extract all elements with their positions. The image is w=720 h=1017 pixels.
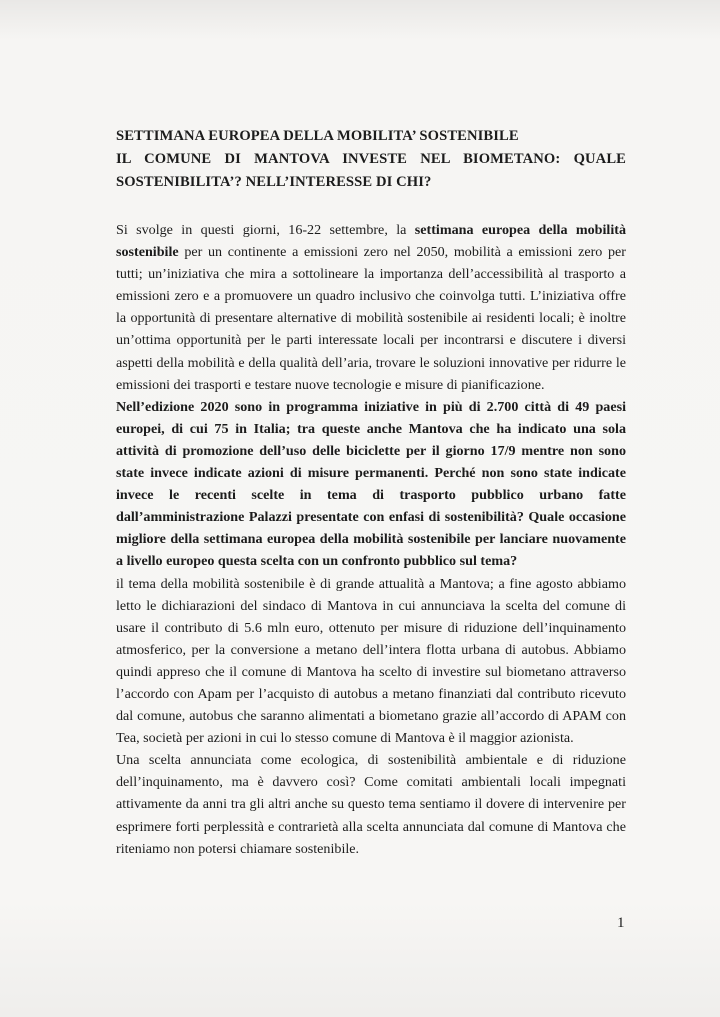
document-body xyxy=(116,219,626,860)
paragraph-intro-start: Si svolge in questi giorni, 16-22 settembre, la xyxy=(116,222,415,238)
title-line-1: SETTIMANA EUROPEA DELLA MOBILITA’ SOSTENIBILE xyxy=(116,128,519,144)
paragraph-intro-bold: settimana europea della mobilità sostenibile xyxy=(116,222,627,261)
paragraph-biometano: il tema della mobilità sostenibile è di grande attualità a Mantova; a fine agosto abbiamo letto le dichiarazioni del sindaco di Mantova in cui annunciava la scelta del comune di usare il contributo di 5.6 mln euro, ottenuto per misure di riduzione dell’inquinamento atmosferico, per la conversione a metano dell’intera flotta urbana di autobus. Abbiamo quindi appreso che il comune di Mantova ha scelto di investire sul biometano attraverso l’accordo con Apam per l’acquisto di autobus a metano finanziati dal contributo ricevuto dal comune, autobus che saranno alimentati a biometano grazie all’accordo di APAM con Tea, società per azioni in cui lo stesso comune di Mantova è il maggior azionista. xyxy=(116,575,626,747)
page-number: 1 xyxy=(617,915,625,931)
paragraph-intro-end: per un continente a emissioni zero nel 2050, mobilità a emissioni zero per tutti; un’iniziativa che mira a sottolineare la importanza dell’accessibilità al trasporto a emissioni zero e a promuovere un quadro inclusivo che coinvolga tutti. L’iniziativa offre la opportunità di presentare alternative di mobilità sostenibile ai residenti locali; è inoltre un’ottima opportunità per le parti interessate locali per incontrarsi e discutere i diversi aspetti della mobilità e della qualità dell’aria, trovare le soluzioni innovative per ridurre le emissioni dei trasporti e testare nuove tecnologie e misure di pianificazione. xyxy=(116,244,626,393)
document-title xyxy=(116,125,626,194)
paragraph-intro xyxy=(116,219,626,396)
paragraph-scelta-ecologica: Una scelta annunciata come ecologica, di sostenibilità ambientale e di riduzione dell’inquinamento, ma è davvero così? Come comitati ambientali locali impegnati attivamente da anni tra gli altri anche su questo tema sentiamo il dovere di intervenire per esprimere forti perplessità e contrarietà alla scelta annunciata dal comune di Mantova che riteniamo non potersi chiamare sostenibile. xyxy=(116,752,626,857)
title-line-2: IL COMUNE DI MANTOVA INVESTE NEL BIOMETANO: QUALE xyxy=(116,151,626,167)
paragraph-edition-2020: Nell’edizione 2020 sono in programma iniziative in più di 2.700 città di 49 paesi europei, di cui 75 in Italia; tra queste anche Mantova che ha indicato una sola attività di promozione dell’uso delle biciclette per il giorno 17/9 mentre non sono state invece indicate azioni di misure permanenti. Perché non sono state indicate invece le recenti scelte in tema di trasporto pubblico urbano fatte dall’amministrazione Palazzi presentate con enfasi di sostenibilità? Quale occasione migliore della settimana europea della mobilità sostenibile per lanciare nuovamente a livello europeo questa scelta con un confronto pubblico sul tema? xyxy=(116,398,626,570)
title-line-3: SOSTENIBILITA’? NELL’INTERESSE DI CHI? xyxy=(116,174,432,190)
